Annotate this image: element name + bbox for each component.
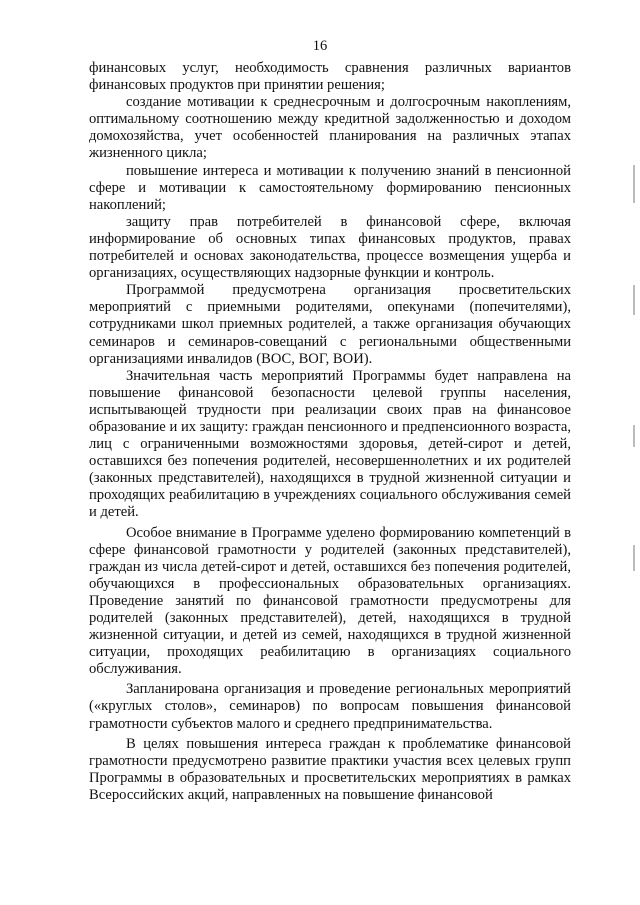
body-text	[89, 60, 571, 804]
paragraph: Программой предусмотрена организация просветительских мероприятий с приемными родителями, опекунами (попечителями), сотрудниками школ приемных родителей, а также организация обучающих семинаров и семинаров-совещаний с региональными общественными организациями инвалидов (ВОС, ВОГ, ВОИ).	[89, 282, 571, 367]
scan-edge-marks	[633, 165, 636, 585]
page-number: 16	[312, 38, 328, 54]
paragraph-list-item: защиту прав потребителей в финансовой сфере, включая информирование об основных типах финансовых продуктов, правах потребителей и основах законодательства, процессе возмещения ущерба и организациях, осуществляющих надзорные функции и контроль.	[89, 213, 571, 282]
paragraph-list-item: создание мотивации к среднесрочным и долгосрочным накоплениям, оптимальному соотношению между кредитной задолженностью и доходом домохозяйства, учет особенностей планирования на различных этапах жизненного цикла;	[89, 94, 571, 162]
paragraph: В целях повышения интереса граждан к проблематике финансовой грамотности предусмотрено развитие практики участия всех целевых групп Программы в образовательных и просветительских мероприятиях в рамках Всероссийских акций, направленных на повышение финансовой	[89, 735, 571, 803]
paragraph-list-item: повышение интереса и мотивации к получению знаний в пенсионной сфере и мотивации к самостоятельному формированию пенсионных накоплений;	[89, 162, 571, 213]
paragraph: Значительная часть мероприятий Программы будет направлена на повышение финансовой безопасности целевой группы населения, испытывающей трудности при реализации своих прав на финансовое образование и их защиту: граждан пенсионного и предпенсионного возраста, лиц с ограниченными возможностями здоровья, детей-сирот и детей, оставшихся без попечения родителей, несовершеннолетних и их родителей (законных представителей), находящихся в трудной жизненной ситуации и проходящих реабилитацию в учреждениях социального обслуживания семей и детей.	[89, 367, 571, 521]
paragraph-continuation: финансовых услуг, необходимость сравнения различных вариантов финансовых продуктов при принятии решения;	[89, 60, 571, 94]
paragraph: Запланирована организация и проведение региональных мероприятий («круглых столов», семинаров) по вопросам повышения финансовой грамотности субъектов малого и среднего предпринимательства.	[89, 681, 571, 732]
paragraph: Особое внимание в Программе уделено формированию компетенций в сфере финансовой грамотности у родителей (законных представителей), граждан из числа детей-сирот и детей, оставшихся без попечения родителей, обучающихся в профессиональных образовательных организациях. Проведение занятий по финансовой грамотности предусмотрены для родителей (законных представителей), детей, находящихся в трудной жизненной ситуации, и детей из семей, находящихся в трудной жизненной ситуации, проходящих реабилитацию в организациях социального обслуживания.	[89, 524, 571, 678]
